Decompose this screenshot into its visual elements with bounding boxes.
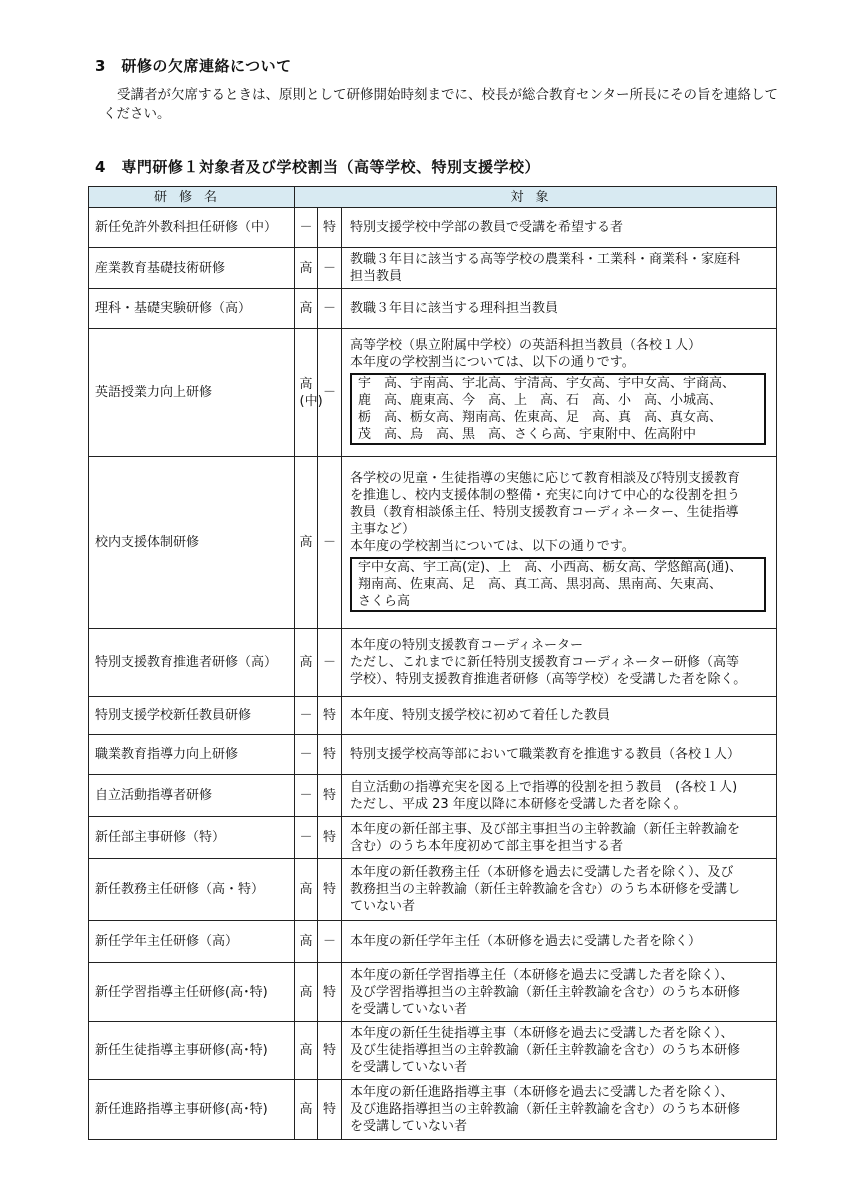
target-line: を受講していない者 bbox=[350, 1001, 468, 1017]
target-line: ていない者 bbox=[350, 899, 416, 914]
table-header-row bbox=[89, 187, 777, 208]
school-allocation-line: 宇 高、宇南高、宇北高、宇清高、宇女高、宇中女高、宇商高、 bbox=[358, 376, 736, 391]
target-description bbox=[342, 289, 777, 329]
school-type-special: 特 bbox=[318, 859, 342, 921]
school-type-high bbox=[295, 859, 318, 921]
target-description bbox=[342, 817, 777, 859]
table-row bbox=[89, 697, 777, 735]
training-name: 新任生徒指導主事研修(高･特) bbox=[89, 1022, 295, 1080]
section4-title: 4 専門研修１対象者及び学校割当（高等学校、特別支援学校） bbox=[95, 158, 540, 176]
school-type-high-label: 高 bbox=[299, 1102, 313, 1117]
school-type-high bbox=[295, 248, 318, 289]
school-type-high-label: － bbox=[299, 830, 313, 845]
school-type-special: 特 bbox=[318, 697, 342, 735]
target-line: を受講していない者 bbox=[350, 1060, 468, 1075]
school-type-high bbox=[295, 735, 318, 775]
training-name: 特別支援学校新任教員研修 bbox=[89, 697, 295, 735]
target-line: 本年度の新任教務主任（本研修を過去に受講した者を除く）、及び bbox=[350, 865, 734, 880]
target-line: 学校）、特別支援教育推進者研修（高等学校）を受講した者を除く。 bbox=[350, 672, 747, 687]
school-allocation-line: 茂 高、烏 高、黒 高、さくら高、宇東附中、佐高附中 bbox=[358, 427, 697, 442]
target-line: 及び進路指導担当の主幹教諭（新任主幹教諭を含む）のうち本研修 bbox=[350, 1102, 741, 1117]
target-line: 本年度の学校割当については、以下の通りです。 bbox=[350, 355, 635, 370]
table-row bbox=[89, 329, 777, 457]
target-line: ただし、これまでに新任特別支援教育コーディネーター研修（高等 bbox=[350, 655, 739, 670]
school-allocation-line: 翔南高、佐東高、足 高、真工高、黒羽高、黒南高、矢東高、 bbox=[358, 577, 723, 592]
table-row bbox=[89, 248, 777, 289]
school-type-high bbox=[295, 1022, 318, 1080]
school-type-special: － bbox=[318, 329, 342, 457]
target-line: 各学校の児童・生徒指導の実態に応じて教育相談及び特別支援教育 bbox=[350, 471, 741, 486]
school-type-special: 特 bbox=[318, 208, 342, 248]
table-row bbox=[89, 859, 777, 921]
target-line: 本年度の特別支援教育コーディネーター bbox=[350, 638, 583, 653]
training-name: 新任学年主任研修（高） bbox=[89, 921, 295, 963]
target-line: 本年度の学校割当については、以下の通りです。 bbox=[350, 539, 635, 554]
school-type-special: － bbox=[318, 629, 342, 697]
school-type-high bbox=[295, 329, 323, 457]
school-type-special: 特 bbox=[318, 735, 342, 775]
school-type-special: － bbox=[318, 248, 342, 289]
target-line: 高等学校（県立附属中学校）の英語科担当教員（各校１人） bbox=[350, 338, 702, 353]
target-line: 及び生徒指導担当の主幹教諭（新任主幹教諭を含む）のうち本研修 bbox=[350, 1043, 741, 1058]
target-line: 担当教員 bbox=[350, 269, 403, 284]
school-type-special: 特 bbox=[318, 1022, 342, 1080]
training-name: 校内支援体制研修 bbox=[89, 457, 295, 629]
table-row bbox=[89, 817, 777, 859]
school-type-high-label: 高 bbox=[299, 260, 313, 276]
target-description bbox=[342, 329, 777, 457]
training-name: 英語授業力向上研修 bbox=[89, 329, 295, 457]
school-type-high bbox=[295, 457, 318, 629]
training-table bbox=[88, 186, 777, 1140]
target-description bbox=[342, 697, 777, 735]
school-allocation-box bbox=[350, 557, 766, 612]
section3-body: 受講者が欠席するときは、原則として研修開始時刻までに、校長が総合教育センター所長にその旨を連絡してください。 bbox=[103, 87, 778, 122]
target-line: 本年度の新任部主事、及び部主事担当の主幹教諭（新任主幹教諭を bbox=[350, 821, 741, 837]
school-type-special: － bbox=[318, 921, 342, 963]
training-name: 新任進路指導主事研修(高･特) bbox=[89, 1080, 295, 1140]
school-type-high bbox=[295, 817, 318, 859]
school-type-high-label: 高 bbox=[299, 535, 313, 550]
table-row bbox=[89, 963, 777, 1022]
target-line: 本年度の新任学習指導主任（本研修を過去に受講した者を除く）、 bbox=[350, 967, 734, 983]
school-type-special: 特 bbox=[318, 817, 342, 859]
school-type-high bbox=[295, 629, 318, 697]
training-name: 新任免許外教科担任研修（中） bbox=[89, 208, 295, 248]
table-row bbox=[89, 457, 777, 629]
header-target: 対象 bbox=[295, 187, 777, 208]
section3-title: 3 研修の欠席連絡について bbox=[95, 57, 292, 75]
school-type-high-label: 高 bbox=[299, 934, 313, 949]
school-type-high-label: 高 bbox=[299, 882, 313, 897]
target-line: 教職３年目に該当する高等学校の農業科・工業科・商業科・家庭科 bbox=[350, 252, 741, 267]
training-name: 特別支援教育推進者研修（高） bbox=[89, 629, 295, 697]
school-type-high bbox=[295, 921, 318, 963]
school-allocation-box bbox=[350, 373, 766, 445]
table-row bbox=[89, 629, 777, 697]
school-type-high-label: 高 bbox=[299, 655, 313, 670]
school-type-high bbox=[295, 775, 318, 817]
target-line: 教職３年目に該当する理科担当教員 bbox=[350, 301, 559, 316]
target-line: 特別支援学校高等部において職業教育を推進する教員（各校１人） bbox=[350, 747, 741, 762]
training-name: 産業教育基礎技術研修 bbox=[89, 248, 295, 289]
target-line: 本年度、特別支援学校に初めて着任した教員 bbox=[350, 708, 611, 723]
target-line: 本年度の新任生徒指導主事（本研修を過去に受講した者を除く）、 bbox=[350, 1026, 734, 1041]
school-type-high-label: 高 bbox=[299, 984, 313, 1000]
training-name: 新任部主事研修（特） bbox=[89, 817, 295, 859]
target-line: 自立活動の指導充実を図る上で指導的役割を担う教員 (各校１人) bbox=[350, 779, 738, 795]
school-type-high bbox=[295, 697, 318, 735]
school-type-special: 特 bbox=[318, 1080, 342, 1140]
school-type-special: 特 bbox=[318, 963, 342, 1022]
target-line: 本年度の新任進路指導主事（本研修を過去に受講した者を除く）、 bbox=[350, 1085, 734, 1100]
target-line: 本年度の新任学年主任（本研修を過去に受講した者を除く） bbox=[350, 934, 702, 949]
school-type-high bbox=[295, 1080, 318, 1140]
target-description bbox=[342, 208, 777, 248]
table-row bbox=[89, 1080, 777, 1140]
target-line: ただし、平成 23 年度以降に本研修を受講した者を除く。 bbox=[350, 796, 687, 812]
school-type-high bbox=[295, 208, 318, 248]
school-type-special: － bbox=[318, 289, 342, 329]
target-description bbox=[342, 859, 777, 921]
table-row bbox=[89, 208, 777, 248]
training-name: 自立活動指導者研修 bbox=[89, 775, 295, 817]
training-name: 新任教務主任研修（高・特） bbox=[89, 859, 295, 921]
school-type-high-label: － bbox=[299, 747, 313, 762]
target-description bbox=[342, 1080, 777, 1140]
school-allocation-line: さくら高 bbox=[358, 594, 411, 609]
target-line: 及び学習指導担当の主幹教諭（新任主幹教諭を含む）のうち本研修 bbox=[350, 984, 741, 1000]
target-description bbox=[342, 921, 777, 963]
training-name: 職業教育指導力向上研修 bbox=[89, 735, 295, 775]
table-row bbox=[89, 1022, 777, 1080]
school-type-high-label: － bbox=[299, 220, 313, 235]
school-type-high-label: 高(中) bbox=[299, 376, 323, 409]
school-type-high-label: 高 bbox=[299, 1043, 313, 1058]
target-line: 特別支援学校中学部の教員で受講を希望する者 bbox=[350, 220, 624, 235]
school-allocation-line: 宇中女高、宇工高(定)、上 高、小西高、栃女高、学悠館高(通)、 bbox=[358, 560, 743, 575]
target-line: 含む）のうち本年度初めて部主事を担当する者 bbox=[350, 838, 624, 854]
school-type-high-label: 高 bbox=[299, 301, 313, 316]
target-description bbox=[342, 1022, 777, 1080]
target-description bbox=[342, 457, 777, 629]
table-row bbox=[89, 735, 777, 775]
training-name: 新任学習指導主任研修(高･特) bbox=[89, 963, 295, 1022]
table-row bbox=[89, 775, 777, 817]
target-line: を受講していない者 bbox=[350, 1119, 468, 1134]
school-type-special: 特 bbox=[318, 775, 342, 817]
target-description bbox=[342, 629, 777, 697]
target-line: を推進し、校内支援体制の整備・充実に向けて中心的な役割を担う bbox=[350, 488, 741, 503]
school-type-high bbox=[295, 289, 318, 329]
target-line: 教務担当の主幹教諭（新任主幹教諭を含む）のうち本研修を受講し bbox=[350, 882, 741, 897]
table-row bbox=[89, 289, 777, 329]
target-description bbox=[342, 775, 777, 817]
target-line: 教員（教育相談係主任、特別支援教育コーディネーター、生徒指導 bbox=[350, 505, 739, 520]
target-description bbox=[342, 248, 777, 289]
school-type-high-label: － bbox=[299, 788, 313, 803]
school-allocation-line: 鹿 高、鹿東高、今 高、上 高、石 高、小 高、小城高、 bbox=[358, 393, 723, 408]
header-training-name: 研修名 bbox=[89, 187, 295, 208]
school-type-special: － bbox=[318, 457, 342, 629]
target-description bbox=[342, 963, 777, 1022]
training-name: 理科・基礎実験研修（高） bbox=[89, 289, 295, 329]
school-type-high-label: － bbox=[299, 708, 313, 723]
target-line: 主事など） bbox=[350, 522, 416, 537]
school-allocation-line: 栃 高、栃女高、翔南高、佐東高、足 高、真 高、真女高、 bbox=[358, 410, 723, 425]
table-row bbox=[89, 921, 777, 963]
target-description bbox=[342, 735, 777, 775]
school-type-high bbox=[295, 963, 318, 1022]
